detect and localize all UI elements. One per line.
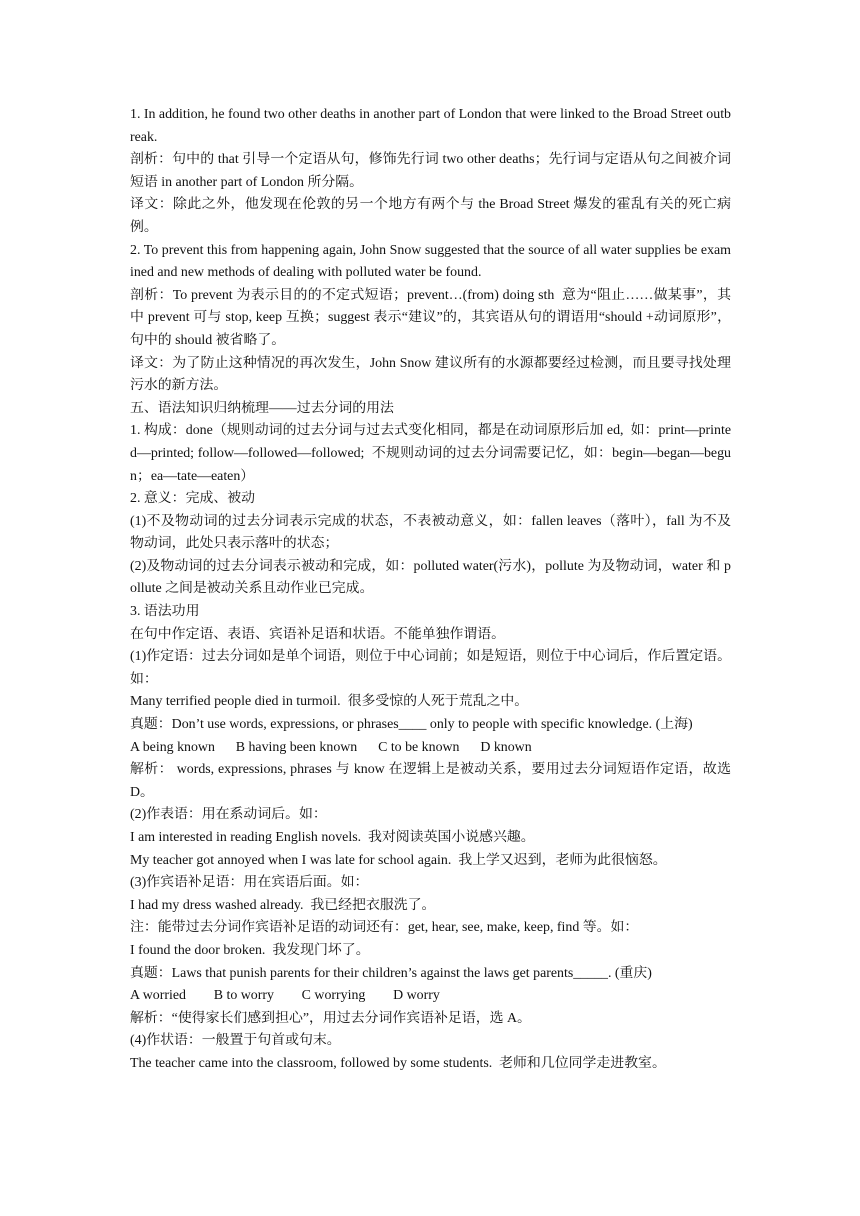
- predicative-example-2: My teacher got annoyed when I was late for school again. 我上学又迟到，老师为此很恼怒。: [130, 852, 667, 868]
- exam-question-2-explanation: 解析：“使得家长们感到担心”，用过去分词作宾语补足语，选 A。: [130, 1010, 531, 1026]
- document-body: [130, 104, 735, 1076]
- attributive-rule: (1)作定语：过去分词如是单个词语，则位于中心词前；如是短语，则位于中心词后，作后置定语。如：: [130, 649, 731, 687]
- exam-question-1-options: A being known B having been known C to be known D known: [130, 739, 532, 755]
- complement-rule: (3)作宾语补足语：用在宾语后面。如：: [130, 875, 369, 891]
- grammar-meaning-heading: 2. 意义：完成、被动: [130, 491, 256, 507]
- grammar-function-heading: 3. 语法功用: [130, 604, 200, 620]
- predicative-rule: (2)作表语：用在系动词后。如：: [130, 807, 327, 823]
- grammar-function-summary: 在句中作定语、表语、宾语补足语和状语。不能单独作谓语。: [130, 626, 506, 642]
- attributive-example: Many terrified people died in turmoil. 很多受惊的人死于荒乱之中。: [130, 694, 529, 710]
- sentence-2-translation: 译文：为了防止这种情况的再次发生，John Snow 建议所有的水源都要经过检测，而且要寻找处理污水的新方法。: [130, 355, 731, 394]
- exam-question-1-explanation: 解析： words, expressions, phrases 与 know 在逻辑上是被动关系，要用过去分词短语作定语，故选 D。: [130, 762, 735, 800]
- sentence-1-english: 1. In addition, he found two other deaths in another part of London that were linked to the Broad Street outbreak.: [130, 107, 732, 145]
- grammar-formation: 1. 构成：done（规则动词的过去分词与过去式变化相同，都是在动词原形后加 ed, 如：print—printed—printed; follow—followed—followed; 不规则动词的过去分词需要记忆，如：begin—began—begun；ea—tate—eaten）: [130, 423, 731, 484]
- grammar-meaning-intransitive: (1)不及物动词的过去分词表示完成的状态，不表被动意义，如：fallen leaves（落叶），fall 为不及物动词，此处只表示落叶的状态；: [130, 513, 731, 552]
- sentence-2-english: 2. To prevent this from happening again, John Snow suggested that the source of all water supplies be examined and new methods of dealing with polluted water be found.: [130, 242, 731, 281]
- grammar-meaning-transitive: (2)及物动词的过去分词表示被动和完成，如：polluted water(污水)，pollute 为及物动词，water 和 pollute 之间是被动关系且动作业已完成。: [130, 558, 731, 597]
- exam-question-2-options: A worried B to worry C worrying D worry: [130, 988, 440, 1004]
- predicative-example-1: I am interested in reading English novels. 我对阅读英国小说感兴趣。: [130, 830, 535, 845]
- adverbial-rule: (4)作状语：一般置于句首或句末。: [130, 1033, 341, 1049]
- exam-question-2: 真题：Laws that punish parents for their children’s against the laws get parents_____. (重庆): [130, 965, 652, 981]
- complement-note: 注：能带过去分词作宾语补足语的动词还有：get, hear, see, make, keep, find 等。如：: [130, 920, 639, 936]
- sentence-2-analysis: 剖析：To prevent 为表示目的的不定式短语；prevent…(from) doing sth 意为“阻止……做某事”，其中 prevent 可与 stop, keep 互换；suggest 表示“建议”的，其宾语从句的谓语用“should +动词原形”，句中的 should 被省略了。: [130, 287, 731, 348]
- exam-question-1: 真题：Don’t use words, expressions, or phrases____ only to people with specific knowledge. (上海): [130, 717, 693, 733]
- complement-example-2: I found the door broken. 我发现门坏了。: [130, 942, 370, 958]
- complement-example-1: I had my dress washed already. 我已经把衣服洗了。: [130, 897, 436, 913]
- sentence-1-analysis: 剖析：句中的 that 引导一个定语从句，修饰先行词 two other deaths；先行词与定语从句之间被介词短语 in another part of London 所分隔。: [130, 152, 731, 190]
- sentence-1-translation: 译文：除此之外，他发现在伦敦的另一个地方有两个与 the Broad Street 爆发的霍乱有关的死亡病例。: [130, 197, 731, 235]
- section-heading-grammar: 五、语法知识归纳梳理——过去分词的用法: [130, 400, 394, 416]
- adverbial-example: The teacher came into the classroom, followed by some students. 老师和几位同学走进教室。: [130, 1055, 666, 1071]
